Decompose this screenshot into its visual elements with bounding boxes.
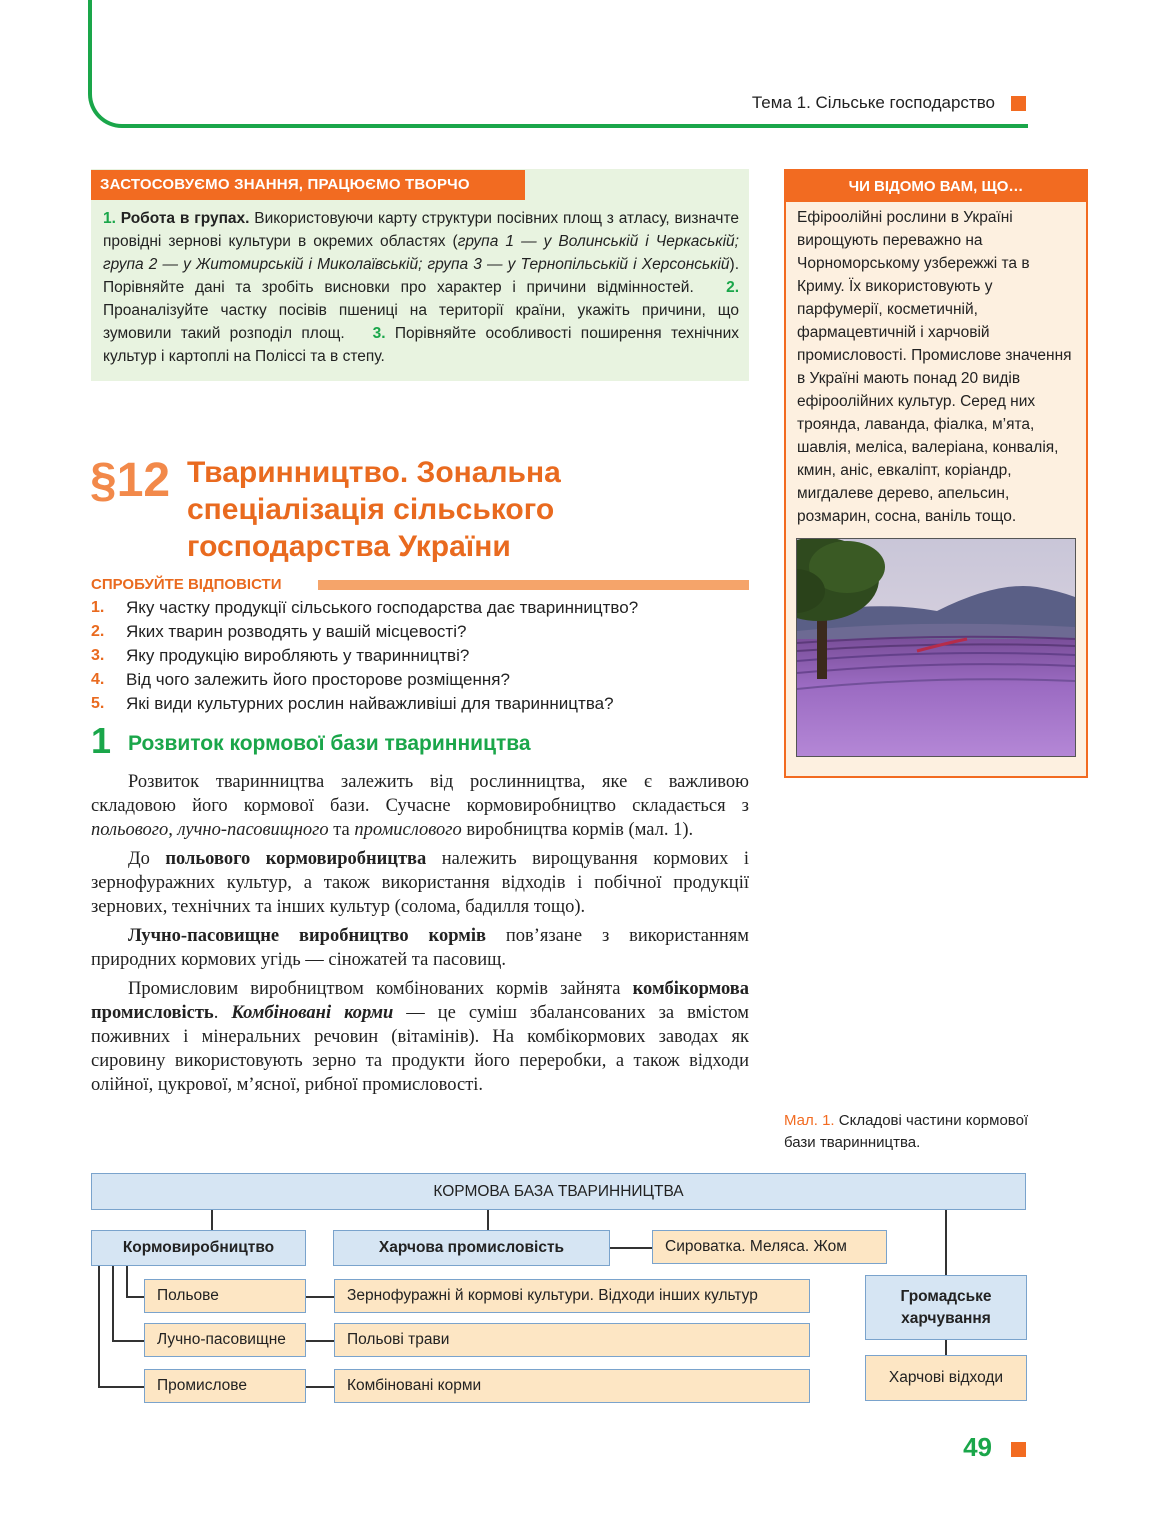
diagram-zerno-box: Зернофуражні й кормові культури. Відходи інших культур xyxy=(334,1279,810,1313)
diagram-polove-box: Польове xyxy=(144,1279,306,1313)
diagram-promyslove-box: Промислове xyxy=(144,1369,306,1403)
section-number: §12 xyxy=(90,454,171,507)
figure-caption: Мал. 1. Складові частини кормової бази тваринництва. xyxy=(784,1112,1029,1151)
orange-square-marker xyxy=(1011,1442,1026,1457)
question-item: 4. Від чого залежить його просторове розміщення? xyxy=(91,670,510,689)
task-groups: група 1 — у Волинській і Черкаській; група 2 — у Житомирській і Миколаївській; група 3 — у Тернопільській і Херсонській xyxy=(103,233,739,273)
connector-line xyxy=(945,1339,947,1355)
subsection-title: Розвиток кормової бази тваринництва xyxy=(128,732,531,755)
connector-line xyxy=(306,1340,334,1342)
connector-line xyxy=(487,1209,489,1231)
orange-square-marker xyxy=(1011,96,1026,111)
diagram-kombi-box: Комбіновані корми xyxy=(334,1369,810,1403)
connector-line xyxy=(610,1247,653,1249)
did-you-know-text: Ефіроолійні рослини в Україні вирощують переважно на Чорноморському узбережжі та в Криму. Їх використовують у парфумерії, косметичній, фармацевтичній і харчовій промисловості. Промислове значення в Україні мають понад 20 видів ефіроолійних культур. Серед них троянда, лаванда, фіалка, м’ята, шавлія, меліса, валеріана, конвалія, кмин, аніс, евкаліпт, коріандр, мигдалеве дерево, апельсин, розмарин, сосна, ваніль тощо. xyxy=(797,209,1072,525)
task-bold-label: Робота в групах. xyxy=(120,210,250,227)
diagram-vidkhody-box: Харчові відходи xyxy=(865,1355,1027,1401)
question-list xyxy=(91,597,751,717)
task-number: 1. xyxy=(103,210,116,227)
connector-line xyxy=(211,1209,213,1231)
diagram-root-box: КОРМОВА БАЗА ТВАРИННИЦТВА xyxy=(91,1173,1026,1210)
try-answer-bar xyxy=(318,580,749,590)
task-text: Порівняйте особливості поширення технічних культур і картоплі на Поліссі та в степу. xyxy=(103,325,739,365)
did-you-know-title: ЧИ ВІДОМО ВАМ, ЩО… xyxy=(784,169,1088,202)
connector-line xyxy=(306,1296,334,1298)
activity-tasks xyxy=(103,207,739,368)
question-item: 1. Яку частку продукції сільського господарства дає тваринництво? xyxy=(91,598,639,617)
task-text: ). Порівняйте дані та зробіть висновки про характер і причини відмінностей. xyxy=(103,256,739,296)
topic-title: Тема 1. Сільське господарство xyxy=(751,93,995,112)
paragraph: До польового кормовиробництва належить вирощування кормових і зернофуражних культур, а також використання відходів і побічної продукції зернових, технічних та інших культур (солома, бадилля тощо). xyxy=(91,849,749,917)
connector-line xyxy=(98,1386,144,1388)
connector-line xyxy=(112,1265,114,1341)
page-number: 49 xyxy=(963,1432,992,1462)
diagram-kormovyrobnytstvo-box: Кормовиробництво xyxy=(91,1230,306,1266)
diagram-travy-box: Польові трави xyxy=(334,1323,810,1357)
question-item: 5. Які види культурних рослин найважливіші для тваринництва? xyxy=(91,694,614,713)
activity-title: ЗАСТОСОВУЄМО ЗНАННЯ, ПРАЦЮЄМО ТВОРЧО xyxy=(91,170,525,200)
task-text: Проаналізуйте частку посівів пшениці на території країни, укажіть причини, що зумовили такий розподіл площ. xyxy=(103,302,739,342)
diagram-syrovatka-box: Сироватка. Меляса. Жом xyxy=(652,1230,887,1264)
connector-line xyxy=(126,1296,144,1298)
paragraph: Розвиток тваринництва залежить від рослинництва, яке є важливою складовою його кормової бази. Сучасне кормовиробництво складається з польового, лучно-пасовищного та промислового виробництва кормів (мал. 1). xyxy=(91,772,749,840)
connector-line xyxy=(98,1265,100,1387)
connector-line xyxy=(306,1386,334,1388)
connector-line xyxy=(112,1340,144,1342)
diagram-luchno-box: Лучно-пасовищне xyxy=(144,1323,306,1357)
question-item: 2. Яких тварин розводять у вашій місцевості? xyxy=(91,622,467,641)
paragraph: Лучно-пасовищне виробництво кормів пов’язане з використанням природних кормових угідь — сіножатей та пасовищ. xyxy=(91,926,749,970)
connector-line xyxy=(126,1265,128,1297)
paragraph: Промисловим виробництвом комбінованих кормів зайнята комбікормова промисловість. Комбіновані корми — це суміш збалансованих за вмістом поживних і мінеральних речовин (вітамінів). На комбікормових заводах як сировину використовують зерно та продукти його переробки, а також відходи олійної, цукрової, м’ясної, рибної промисловості. xyxy=(91,979,750,1095)
question-item: 3. Яку продукцію виробляють у тваринництві? xyxy=(91,646,470,665)
body-text xyxy=(91,770,749,1102)
diagram-kharchova-box: Харчова промисловість xyxy=(333,1230,610,1266)
task-number: 3. xyxy=(372,325,386,342)
lavender-field-photo xyxy=(796,538,1076,757)
connector-line xyxy=(945,1209,947,1275)
subsection-number: 1 xyxy=(91,720,112,761)
section-title: Тваринництво. Зональна спеціалізація сільського господарства України xyxy=(187,456,561,563)
try-answer-label: СПРОБУЙТЕ ВІДПОВІСТИ xyxy=(91,576,282,593)
task-number: 2. xyxy=(726,279,740,296)
diagram-hromadske-box: Громадське харчування xyxy=(865,1275,1027,1340)
task-text: Використовуючи карту структури посівних площ з атласу, визначте провідні зернові культури в окремих областях ( xyxy=(103,210,739,250)
